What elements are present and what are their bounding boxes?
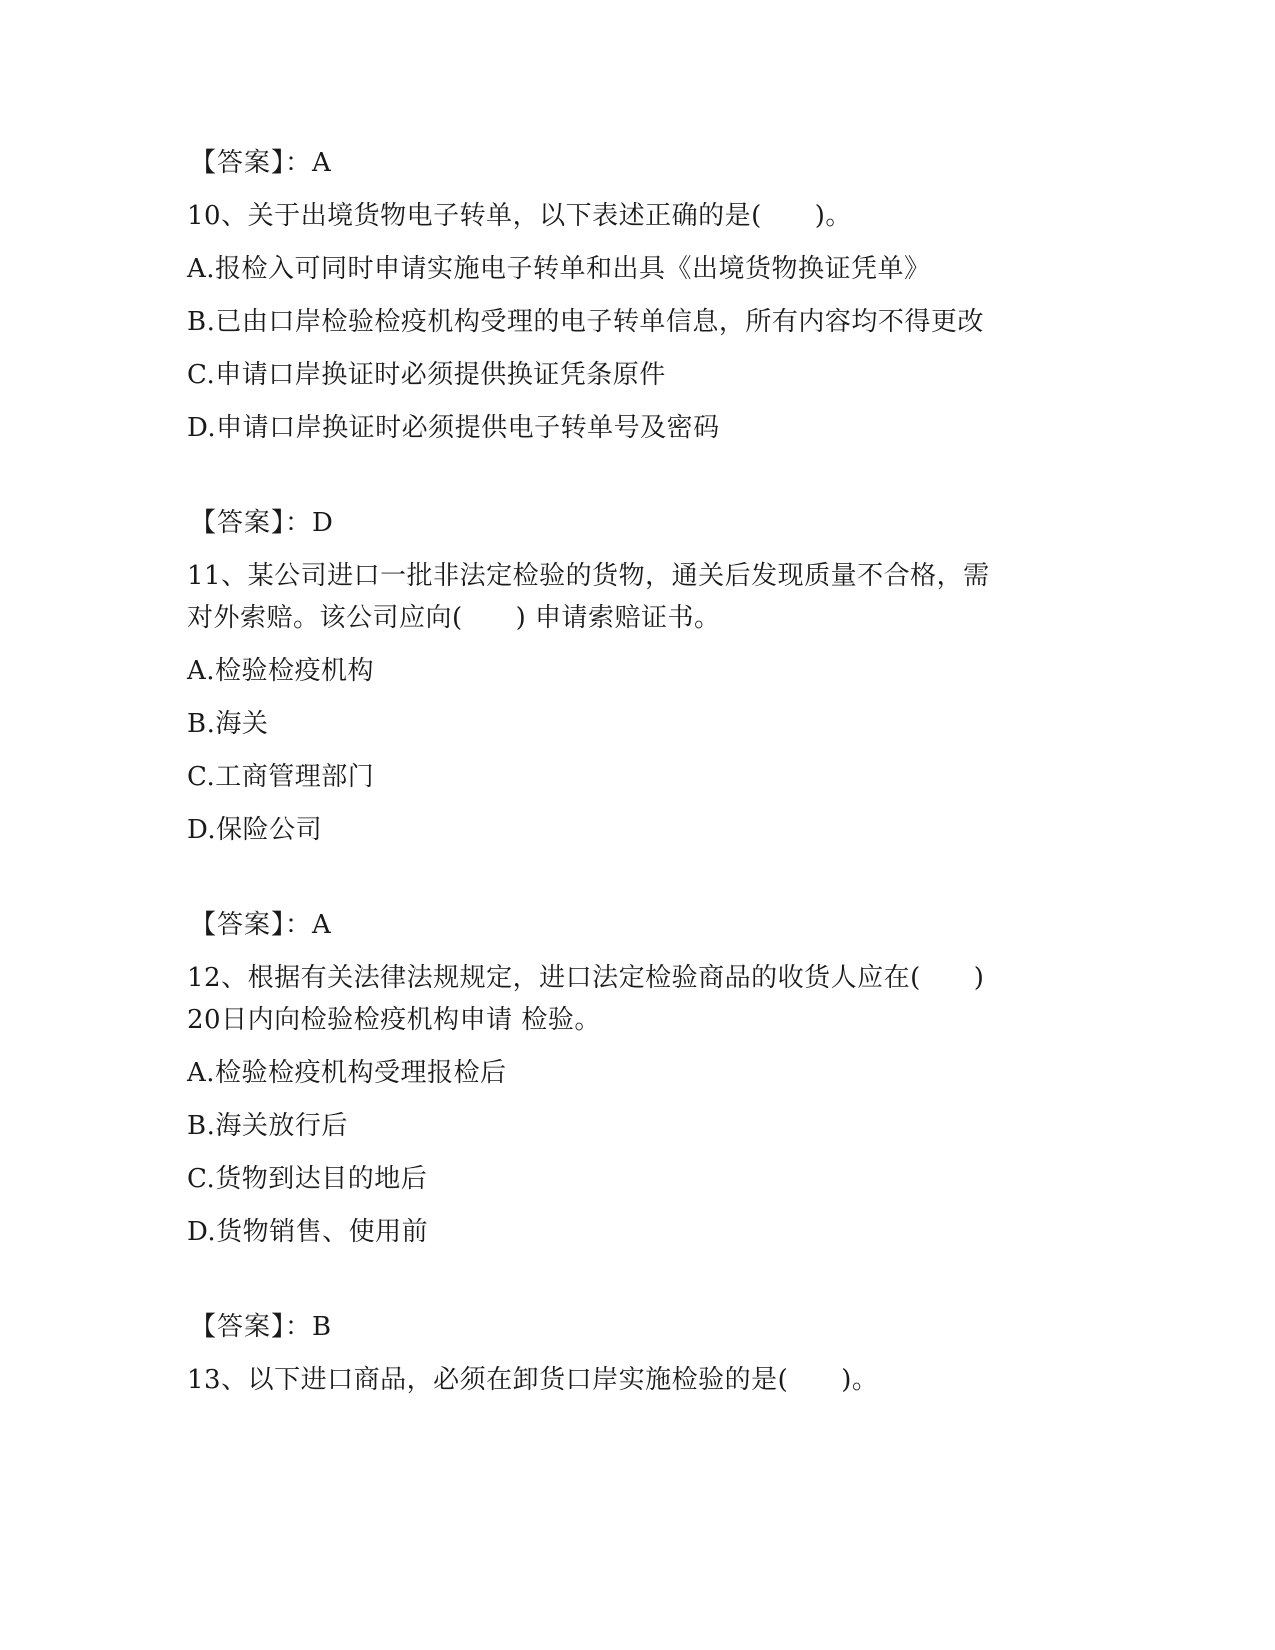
answer-label: 【答案】：B [190,1312,333,1342]
answer-label: 【答案】：A [190,910,332,940]
option-d: D.保险公司 [187,815,323,845]
option-d: D.申请口岸换证时必须提供电子转单号及密码 [187,413,720,443]
question-text-continued: 20日内向检验检疫机构申请 检验。 [187,1005,601,1035]
answer-label: 【答案】：A [190,148,332,178]
option-a: A.检验检疫机构 [187,656,375,686]
answer-label: 【答案】：D [190,508,334,538]
option-c: C.工商管理部门 [187,762,375,792]
question-text: 11、某公司进口一批非法定检验的货物，通关后发现质量不合格，需 [187,561,990,591]
question-text: 13、以下进口商品，必须在卸货口岸实施检验的是( )。 [187,1365,879,1395]
option-b: B.海关放行后 [187,1111,348,1141]
option-a: A.检验检疫机构受理报检后 [187,1058,507,1088]
option-a: A.报检入可同时申请实施电子转单和出具《出境货物换证凭单》 [187,254,931,284]
question-text-continued: 对外索赔。该公司应向( ) 申请索赔证书。 [187,603,721,633]
question-text: 12、根据有关法律法规规定，进口法定检验商品的收货人应在( ) [187,963,985,993]
option-b: B.海关 [187,709,269,739]
question-text: 10、关于出境货物电子转单，以下表述正确的是( )。 [187,201,852,231]
option-c: C.申请口岸换证时必须提供换证凭条原件 [187,360,666,390]
option-d: D.货物销售、使用前 [187,1217,429,1247]
option-b: B.已由口岸检验检疫机构受理的电子转单信息，所有内容均不得更改 [187,307,984,337]
option-c: C.货物到达目的地后 [187,1164,428,1194]
